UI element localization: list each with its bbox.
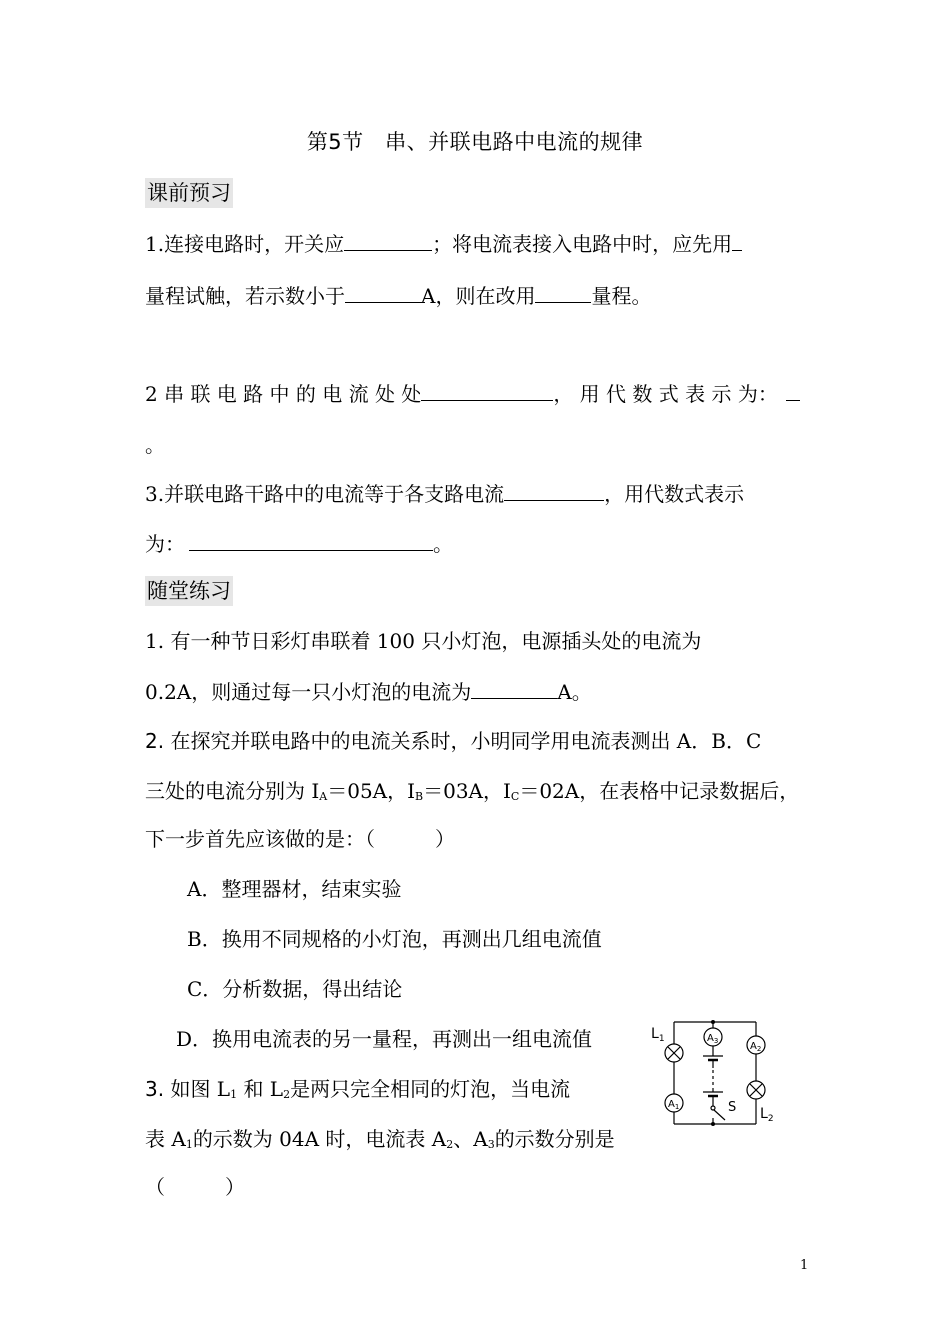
- answer-blank[interactable]: [471, 676, 557, 699]
- option-b[interactable]: B．换用不同规格的小灯泡，再测出几组电流值: [187, 927, 602, 951]
- practice-q3-line1: 3. 如图 L1 和 L2是两只完全相同的灯泡，当电流: [145, 1077, 571, 1101]
- practice-q2-line1: 2. 在探究并联电路中的电流关系时，小明同学用电流表测出 A．B．C: [145, 729, 762, 753]
- section-heading-practice: 随堂练习: [145, 576, 233, 606]
- preview-q1-line2: 量程试触，若示数小于 A，则在改用 量程。: [145, 280, 651, 311]
- preview-q3-line2: 为： 。: [145, 528, 453, 559]
- label-A1: $A_1$: [668, 1099, 680, 1111]
- practice-q3-line2: 表 A1的示数为 04A 时，电流表 A2、A3的示数分别是: [145, 1127, 615, 1151]
- answer-blank[interactable]: [786, 378, 800, 401]
- page-title: 第5节 串、并联电路中电流的规律: [306, 130, 644, 154]
- practice-q2-line2: 三处的电流分别为 IA＝05A，IB＝03A，IC＝02A，在表格中记录数据后，: [145, 779, 800, 803]
- preview-q3-line1: 3.并联电路干路中的电流等于各支路电流 ，用代数式表示: [145, 478, 744, 509]
- answer-blank[interactable]: [344, 228, 432, 251]
- label-A2: $A_2$: [750, 1041, 762, 1053]
- practice-q1-line1: 1. 有一种节日彩灯串联着 100 只小灯泡，电源插头处的电流为: [145, 629, 702, 653]
- label-S: S: [728, 1100, 737, 1115]
- answer-blank[interactable]: [504, 478, 604, 501]
- answer-blank[interactable]: [345, 280, 421, 303]
- answer-blank[interactable]: [535, 280, 591, 303]
- answer-blank[interactable]: [732, 228, 742, 251]
- option-a[interactable]: A．整理器材，结束实验: [187, 877, 402, 901]
- answer-blank[interactable]: [189, 528, 433, 551]
- practice-q1-line2: 0.2A，则通过每一只小灯泡的电流为 A。: [145, 676, 592, 707]
- answer-blank[interactable]: [421, 378, 553, 401]
- label-L2: $L_2$: [760, 1106, 774, 1124]
- label-A3: $A_3$: [707, 1033, 719, 1045]
- option-d[interactable]: D．换用电流表的另一量程，再测出一组电流值: [176, 1027, 593, 1051]
- page-number: 1: [800, 1258, 809, 1273]
- preview-q2-line2: 。: [145, 433, 165, 457]
- preview-q2-line1: 2 串 联 电 路 中 的 电 流 处 处 ， 用 代 数 式 表 示 为：: [145, 378, 800, 409]
- option-c[interactable]: C．分析数据，得出结论: [187, 977, 403, 1001]
- label-L1: $L_1$: [651, 1026, 665, 1044]
- practice-q2-line3: 下一步首先应该做的是：（ ）: [145, 827, 455, 851]
- preview-q1-line1: 1.连接电路时，开关应 ；将电流表接入电路中时，应先用: [145, 228, 742, 259]
- practice-q3-line3: （ ）: [145, 1175, 245, 1199]
- circuit-diagram: [648, 1018, 793, 1130]
- section-heading-preview: 课前预习: [145, 178, 233, 208]
